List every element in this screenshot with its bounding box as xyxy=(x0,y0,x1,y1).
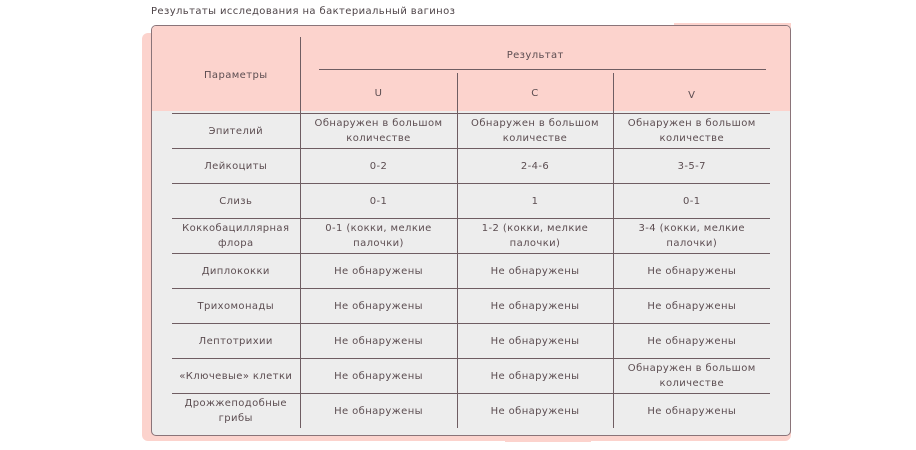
cell-v: 3-4 (кокки, мелкие палочки) xyxy=(613,219,770,254)
cell-u: 0-1 (кокки, мелкие палочки) xyxy=(300,219,457,254)
cell-u: Не обнаружены xyxy=(300,324,457,359)
cell-v: 0-1 xyxy=(613,184,770,219)
row-parameter: «Ключевые» клетки xyxy=(172,359,300,394)
row-parameter: Лейкоциты xyxy=(172,149,300,184)
cell-v: Не обнаружены xyxy=(613,394,770,429)
cell-c: Не обнаружены xyxy=(457,289,613,324)
table-row xyxy=(172,114,770,149)
results-card xyxy=(151,25,791,436)
cell-v: Не обнаружены xyxy=(613,289,770,324)
table-row xyxy=(172,394,770,429)
cell-c: Не обнаружены xyxy=(457,359,613,394)
cell-u: Не обнаружены xyxy=(334,405,423,417)
cell-u: Обнаружен в большом количестве xyxy=(300,114,457,149)
cell-v: Обнаружен в большом количестве xyxy=(613,359,770,394)
table-row xyxy=(172,324,770,359)
table-row xyxy=(172,254,770,289)
table-row xyxy=(172,359,770,394)
table-row xyxy=(172,219,770,254)
page-title: Результаты исследования на бактериальный вагиноз xyxy=(151,6,456,17)
cell-c: Обнаружен в большом количестве xyxy=(457,114,613,149)
header-parameters: Параметры xyxy=(172,37,300,114)
table-row xyxy=(172,149,770,184)
cell-v: 3-5-7 xyxy=(613,149,770,184)
results-table xyxy=(172,37,770,428)
header-result-label: Результат xyxy=(506,49,564,61)
cell-u: Не обнаружены xyxy=(300,254,457,289)
row-parameter: Коккобациллярная флора xyxy=(172,219,300,254)
header-result xyxy=(300,37,770,73)
header-column-c: C xyxy=(457,73,613,114)
row-parameter: Эпителий xyxy=(172,114,300,149)
cell-v: Обнаружен в большом количестве xyxy=(613,114,770,149)
cell-v: Не обнаружены xyxy=(613,254,770,289)
table-row xyxy=(172,289,770,324)
header-column-v: V xyxy=(613,73,770,114)
row-parameter: Трихомонады xyxy=(172,289,300,324)
row-parameter: Диплококки xyxy=(172,254,300,289)
cell-c: 1 xyxy=(457,184,613,219)
cell-c: Не обнаружены xyxy=(457,394,613,429)
cell-c: 1-2 (кокки, мелкие палочки) xyxy=(457,219,613,254)
cell-u: Не обнаружены xyxy=(300,359,457,394)
cell-c: Не обнаружены xyxy=(457,254,613,289)
cell-c: 2-4-6 xyxy=(457,149,613,184)
row-parameter: Дрожжеподобные грибы xyxy=(172,394,300,429)
row-parameter: Лептотрихии xyxy=(172,324,300,359)
cell-u: Не обнаружены xyxy=(300,289,457,324)
cell-c: Не обнаружены xyxy=(457,324,613,359)
header-column-u: U xyxy=(300,73,457,114)
cell-v: Не обнаружены xyxy=(613,324,770,359)
row-parameter: Слизь xyxy=(172,184,300,219)
cell-u: 0-1 xyxy=(300,184,457,219)
table-row xyxy=(172,184,770,219)
cell-u: 0-2 xyxy=(300,149,457,184)
